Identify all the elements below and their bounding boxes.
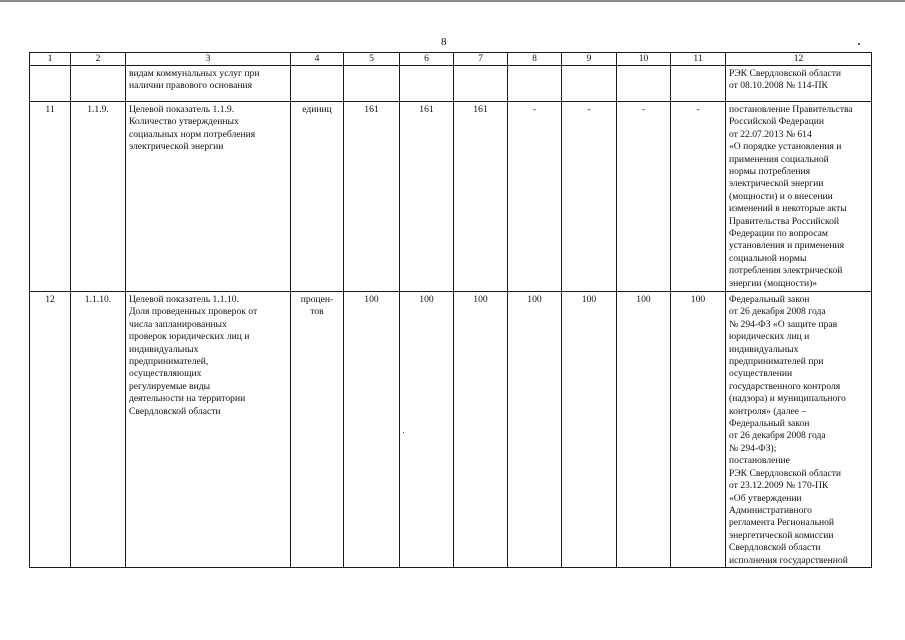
value-cell (454, 66, 508, 102)
value-cell: 100 (344, 292, 400, 568)
value-cell: 161 (344, 102, 400, 292)
header-cell: 1 (30, 53, 71, 66)
header-cell: 2 (71, 53, 126, 66)
unit-cell: процен- тов (291, 292, 344, 568)
table-row-continuation (30, 66, 872, 102)
table-row-11 (30, 102, 872, 292)
indicator-name-cell: видам коммунальных услуг при наличии правового основания (126, 66, 291, 102)
code-cell (71, 66, 126, 102)
value-cell: - (617, 102, 671, 292)
value-cell: 100 (508, 292, 562, 568)
value-cell (562, 66, 617, 102)
row-number-cell: 12 (30, 292, 71, 568)
indicator-name-cell: Целевой показатель 1.1.10. Доля проведенных проверок от числа запланированных проверок юридических лиц и индивидуальных предпринимателей, осуществляющих регулируемые виды деятельности на территории Свердловской области (126, 292, 291, 568)
code-cell: 1.1.10. (71, 292, 126, 568)
header-cell: 9 (562, 53, 617, 66)
unit-cell (291, 66, 344, 102)
header-cell: 10 (617, 53, 671, 66)
value-cell (508, 66, 562, 102)
value-cell: 100 (671, 292, 726, 568)
stray-dot (858, 43, 860, 45)
legal-basis-cell: РЭК Свердловской области от 08.10.2008 № 114-ПК (726, 66, 872, 102)
top-edge-line (0, 0, 905, 2)
header-cell: 6 (400, 53, 454, 66)
header-cell: 11 (671, 53, 726, 66)
value-cell: - (508, 102, 562, 292)
page-number: 8 (441, 36, 447, 48)
header-cell: 7 (454, 53, 508, 66)
legal-basis-cell: постановление Правительства Российской Федерации от 22.07.2013 № 614 «О порядке установления и применения социальной нормы потребления электрической энергии (мощности) и о внесении изменений в некоторые акты Правительства Российской Федерации по вопросам установления и применения социальной нормы потребления электрической энергии (мощности)» (726, 102, 872, 292)
value-cell (400, 66, 454, 102)
value-cell: 161 (454, 102, 508, 292)
header-cell: 4 (291, 53, 344, 66)
value-cell: 161 (400, 102, 454, 292)
table-row-12 (30, 292, 872, 568)
value-cell: - (671, 102, 726, 292)
table-header-row (30, 53, 872, 66)
header-cell: 12 (726, 53, 872, 66)
value-cell: 100 (562, 292, 617, 568)
value-cell (617, 66, 671, 102)
code-cell: 1.1.9. (71, 102, 126, 292)
header-cell: 3 (126, 53, 291, 66)
value-cell: 100 (617, 292, 671, 568)
value-cell: - (562, 102, 617, 292)
value-cell (671, 66, 726, 102)
value-cell (344, 66, 400, 102)
header-cell: 8 (508, 53, 562, 66)
value-cell: 100 (400, 292, 454, 568)
indicators-table (29, 52, 872, 568)
value-cell: 100 (454, 292, 508, 568)
header-cell: 5 (344, 53, 400, 66)
row-number-cell (30, 66, 71, 102)
legal-basis-cell: Федеральный закон от 26 декабря 2008 года № 294-ФЗ «О защите прав юридических лиц и индивидуальных предпринимателей при осуществлении государственного контроля (надзора) и муниципального контроля» (далее – Федеральный закон от 26 декабря 2008 года № 294-ФЗ); постановление РЭК Свердловской области от 23.12.2009 № 170-ПК «Об утверждении Административного регламента Региональной энергетической комиссии Свердловской области исполнения государственной (726, 292, 872, 568)
indicator-name-cell: Целевой показатель 1.1.9. Количество утвержденных социальных норм потребления электрической энергии (126, 102, 291, 292)
row-number-cell: 11 (30, 102, 71, 292)
unit-cell: единиц (291, 102, 344, 292)
